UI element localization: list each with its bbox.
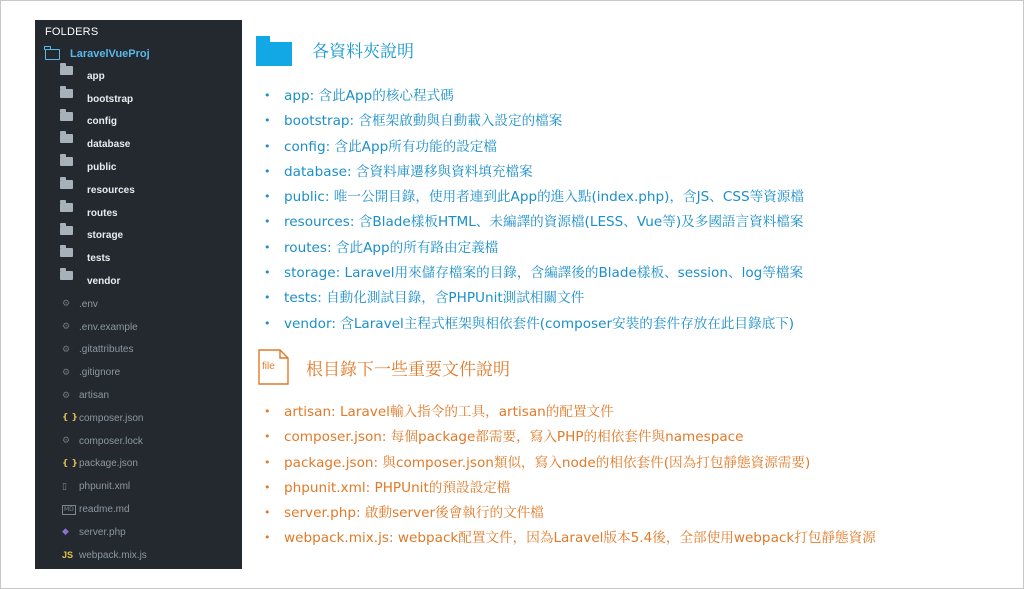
tree-file-label: server.php (79, 526, 126, 538)
tree-folder-item[interactable] (35, 156, 242, 179)
file-description-item-text: webpack.mix.js: webpack配置文件，因為Laravel版本5.4後，全部使用webpack打包靜態資源 (284, 530, 876, 547)
php-icon: ◆ (62, 527, 69, 538)
folder-icon (60, 180, 73, 189)
tree-file-item[interactable] (35, 407, 242, 430)
gear-icon: ⚙ (62, 322, 71, 333)
tree-file-label: webpack.mix.js (79, 549, 147, 561)
folder-icon (60, 134, 73, 143)
sidebar (35, 20, 242, 569)
file-icon (258, 349, 289, 385)
xml-icon: ▯ (62, 481, 67, 492)
folder-description-item-text: public: 唯一公開目錄，使用者連到此App的進入點(index.php)，含JS、CSS等資源檔 (284, 189, 804, 206)
tree-file-item[interactable] (35, 453, 242, 476)
tree-folder-label: public (87, 162, 117, 174)
folder-icon (60, 203, 73, 212)
tree-file-item[interactable] (35, 339, 242, 362)
tree-folder-label: storage (87, 230, 124, 242)
tree-root-label: LaravelVueProj (70, 48, 150, 60)
tree-file-item[interactable] (35, 544, 242, 567)
tree-file-item[interactable] (35, 521, 242, 544)
tree-file-label: phpunit.xml (79, 481, 131, 493)
tree-file-item[interactable] (35, 498, 242, 521)
section-files-title: 根目錄下一些重要文件說明 (306, 359, 510, 380)
tree-folder-label: resources (87, 184, 135, 196)
markdown-icon: MD (64, 505, 74, 513)
tree-file-label: artisan (79, 390, 110, 402)
file-description-item-text: package.json: 與composer.json類似，寫入node的相依套件(因為打包靜態資源需要) (284, 454, 811, 471)
file-icon-label: file (262, 361, 275, 372)
folder-icon (60, 112, 73, 121)
folder-description-item-text: tests: 自動化測試目錄，含PHPUnit測試相關文件 (284, 290, 585, 307)
tree-folder-label: database (87, 139, 131, 151)
bullet-icon: • (264, 266, 271, 280)
gear-icon: ⚙ (62, 367, 71, 378)
js-icon: JS (62, 550, 74, 561)
sidebar-header: FOLDERS (45, 26, 99, 38)
tree-file-label: composer.json (79, 412, 144, 424)
tree-folder-label: config (87, 116, 117, 128)
folder-icon (60, 157, 73, 166)
folder-description-item-text: bootstrap: 含框架啟動與自動載入設定的檔案 (284, 113, 563, 130)
bullet-icon: • (264, 190, 271, 204)
bullet-icon: • (264, 430, 271, 444)
tree-file-item[interactable] (35, 293, 242, 316)
tree-folder-item[interactable] (35, 111, 242, 134)
bullet-icon: • (264, 240, 271, 254)
tree-folder-item[interactable] (35, 270, 242, 293)
tree-folder-item[interactable] (35, 133, 242, 156)
tree-folder-item[interactable] (35, 202, 242, 225)
file-description-item-text: artisan: Laravel輸入指令的工具，artisan的配置文件 (284, 404, 614, 420)
tree-file-item[interactable] (35, 475, 242, 498)
folder-description-item-text: config: 含此App所有功能的設定檔 (284, 138, 497, 155)
bullet-icon: • (264, 291, 271, 305)
tree-folder-item[interactable] (35, 247, 242, 270)
bullet-icon: • (264, 405, 271, 418)
tree-file-label: package.json (79, 458, 138, 470)
bullet-icon: • (264, 164, 271, 178)
tree-folder-item[interactable] (35, 65, 242, 88)
file-tree (35, 65, 242, 567)
section-folders-title: 各資料夾說明 (312, 42, 414, 62)
bullet-icon: • (264, 114, 271, 128)
section-files-header (258, 349, 510, 385)
folder-icon (60, 226, 73, 235)
folder-description-item-text: storage: Laravel用來儲存檔案的目錄，含編譯後的Blade樣板、session、log等檔案 (284, 265, 804, 282)
tree-file-label: .env (79, 298, 98, 310)
tree-file-label: readme.md (79, 504, 130, 516)
gear-icon: ⚙ (62, 390, 71, 401)
folder-description-item-text: app: 含此App的核心程式碼 (284, 88, 454, 104)
tree-file-label: composer.lock (79, 435, 143, 447)
folder-icon (60, 66, 73, 75)
tree-folder-label: routes (87, 207, 118, 219)
json-icon: { } (62, 458, 78, 469)
bullet-icon: • (264, 455, 271, 469)
gear-icon: ⚙ (62, 344, 71, 355)
folder-icon (256, 42, 292, 66)
tree-file-label: .gitattributes (79, 344, 134, 356)
tree-folder-label: bootstrap (87, 93, 134, 105)
folder-description-item-text: database: 含資料庫遷移與資料填充檔案 (284, 163, 533, 180)
tree-file-label: .env.example (79, 321, 138, 333)
tree-folder-item[interactable] (35, 225, 242, 248)
folder-icon (60, 271, 73, 280)
tree-file-item[interactable] (35, 430, 242, 453)
gear-icon: ⚙ (62, 436, 71, 447)
folder-icon (60, 89, 73, 98)
tree-file-item[interactable] (35, 316, 242, 339)
json-icon: { } (62, 413, 78, 424)
bullet-icon: • (264, 316, 271, 330)
bullet-icon: • (264, 215, 271, 229)
folder-description-item-text: routes: 含此App的所有路由定義檔 (284, 239, 499, 256)
bullet-icon: • (264, 89, 271, 102)
bullet-icon: • (264, 139, 271, 153)
tree-folder-item[interactable] (35, 88, 242, 111)
file-description-item-text: phpunit.xml: PHPUnit的預設設定檔 (284, 479, 511, 496)
open-folder-icon (45, 49, 60, 60)
section-folders-header (256, 37, 414, 62)
tree-folder-label: tests (87, 253, 111, 265)
tree-folder-item[interactable] (35, 179, 242, 202)
gear-icon: ⚙ (62, 299, 71, 310)
folder-description-item-text: vendor: 含Laravel主程式框架與相依套件(composer安裝的套件存放在此目錄底下) (284, 315, 795, 332)
folder-description-item-text: resources: 含Blade樣板HTML、未編譯的資源檔(LESS、Vue等)及多國語言資料檔案 (284, 214, 804, 231)
folder-icon (60, 248, 73, 257)
bullet-icon: • (264, 531, 271, 545)
tree-file-item[interactable] (35, 384, 242, 407)
file-description-item-text: server.php: 啟動server後會執行的文件檔 (284, 505, 544, 522)
bullet-icon: • (264, 506, 271, 520)
tree-file-item[interactable] (35, 361, 242, 384)
bullet-icon: • (264, 480, 271, 494)
tree-folder-label: app (87, 70, 105, 82)
tree-root[interactable] (45, 45, 150, 63)
file-description-item-text: composer.json: 每個package都需要，寫入PHP的相依套件與namespace (284, 429, 744, 446)
tree-file-label: .gitignore (79, 367, 121, 379)
tree-folder-label: vendor (87, 276, 121, 288)
